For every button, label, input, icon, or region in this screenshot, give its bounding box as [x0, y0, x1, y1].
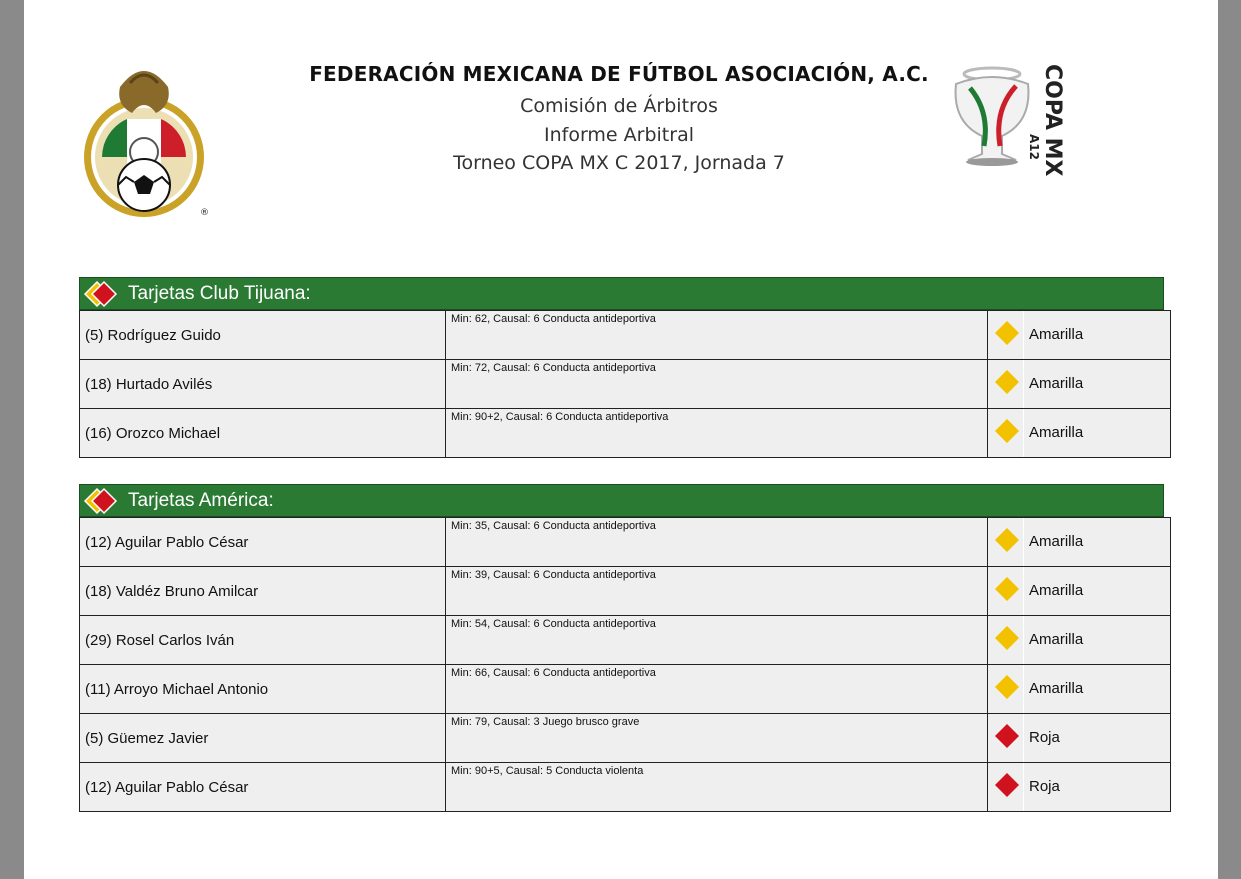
card-type: Amarilla	[1029, 326, 1084, 343]
commission-subtitle: Comisión de Árbitros	[520, 95, 718, 117]
card-type: Amarilla	[1029, 424, 1084, 441]
card-type: Roja	[1029, 778, 1060, 795]
player-name: (12) Aguilar Pablo César	[80, 763, 446, 812]
card-type: Amarilla	[1029, 680, 1084, 697]
table-row	[80, 360, 1171, 409]
card-detail: Min: 90+5, Causal: 5 Conducta violenta	[451, 765, 644, 777]
yellow-card-icon	[994, 527, 1020, 553]
cards-icon	[80, 484, 120, 517]
card-type: Roja	[1029, 729, 1060, 746]
registered-mark: ®	[200, 208, 209, 218]
section-title: Tarjetas América:	[128, 489, 274, 511]
card-detail: Min: 90+2, Causal: 6 Conducta antideportiva	[451, 411, 669, 423]
table-row	[80, 665, 1171, 714]
report-subtitle: Informe Arbitral	[543, 123, 694, 146]
table-row	[80, 763, 1171, 812]
yellow-card-icon	[994, 674, 1020, 700]
card-detail: Min: 39, Causal: 6 Conducta antideportiva	[451, 569, 656, 581]
card-detail: Min: 66, Causal: 6 Conducta antideportiva	[451, 667, 656, 679]
card-type: Amarilla	[1029, 533, 1084, 550]
cards-table	[79, 310, 1171, 458]
report-header	[264, 62, 974, 178]
yellow-card-icon	[994, 320, 1020, 346]
red-card-icon	[994, 723, 1020, 749]
copa-mx-logo	[950, 62, 1065, 177]
card-detail: Min: 62, Causal: 6 Conducta antideportiva	[451, 313, 656, 325]
fmf-crest-logo	[82, 57, 214, 222]
player-name: (12) Aguilar Pablo César	[80, 518, 446, 567]
yellow-card-icon	[994, 369, 1020, 395]
card-type: Amarilla	[1029, 631, 1084, 648]
table-row	[80, 567, 1171, 616]
player-name: (29) Rosel Carlos Iván	[80, 616, 446, 665]
card-detail: Min: 72, Causal: 6 Conducta antideportiva	[451, 362, 656, 374]
table-row	[80, 616, 1171, 665]
yellow-card-icon	[994, 418, 1020, 444]
player-name: (18) Hurtado Avilés	[80, 360, 446, 409]
table-row	[80, 311, 1171, 360]
card-detail: Min: 79, Causal: 3 Juego brusco grave	[451, 716, 640, 728]
report-page	[24, 0, 1218, 879]
table-row	[80, 409, 1171, 458]
tournament-subtitle: Torneo COPA MX C 2017, Jornada 7	[453, 152, 785, 174]
yellow-card-icon	[994, 576, 1020, 602]
card-detail: Min: 54, Causal: 6 Conducta antideportiva	[451, 618, 656, 630]
card-type: Amarilla	[1029, 375, 1084, 392]
cards-icon	[80, 277, 120, 310]
yellow-card-icon	[994, 625, 1020, 651]
player-name: (5) Güemez Javier	[80, 714, 446, 763]
federation-title: FEDERACIÓN MEXICANA DE FÚTBOL ASOCIACIÓN, A.C.	[309, 62, 929, 86]
section-tijuana	[79, 277, 1164, 458]
player-name: (16) Orozco Michael	[80, 409, 446, 458]
section-header	[79, 484, 1164, 517]
section-title: Tarjetas Club Tijuana:	[128, 282, 311, 304]
card-type: Amarilla	[1029, 582, 1084, 599]
card-detail: Min: 35, Causal: 6 Conducta antideportiva	[451, 520, 656, 532]
table-row	[80, 714, 1171, 763]
section-header	[79, 277, 1164, 310]
player-name: (11) Arroyo Michael Antonio	[80, 665, 446, 714]
cards-table	[79, 517, 1171, 812]
table-row	[80, 518, 1171, 567]
section-america	[79, 484, 1164, 812]
copa-mx-text: COPA MX	[1040, 64, 1065, 177]
player-name: (5) Rodríguez Guido	[80, 311, 446, 360]
red-card-icon	[994, 772, 1020, 798]
player-name: (18) Valdéz Bruno Amilcar	[80, 567, 446, 616]
copa-mx-sub: A12	[1027, 134, 1041, 160]
